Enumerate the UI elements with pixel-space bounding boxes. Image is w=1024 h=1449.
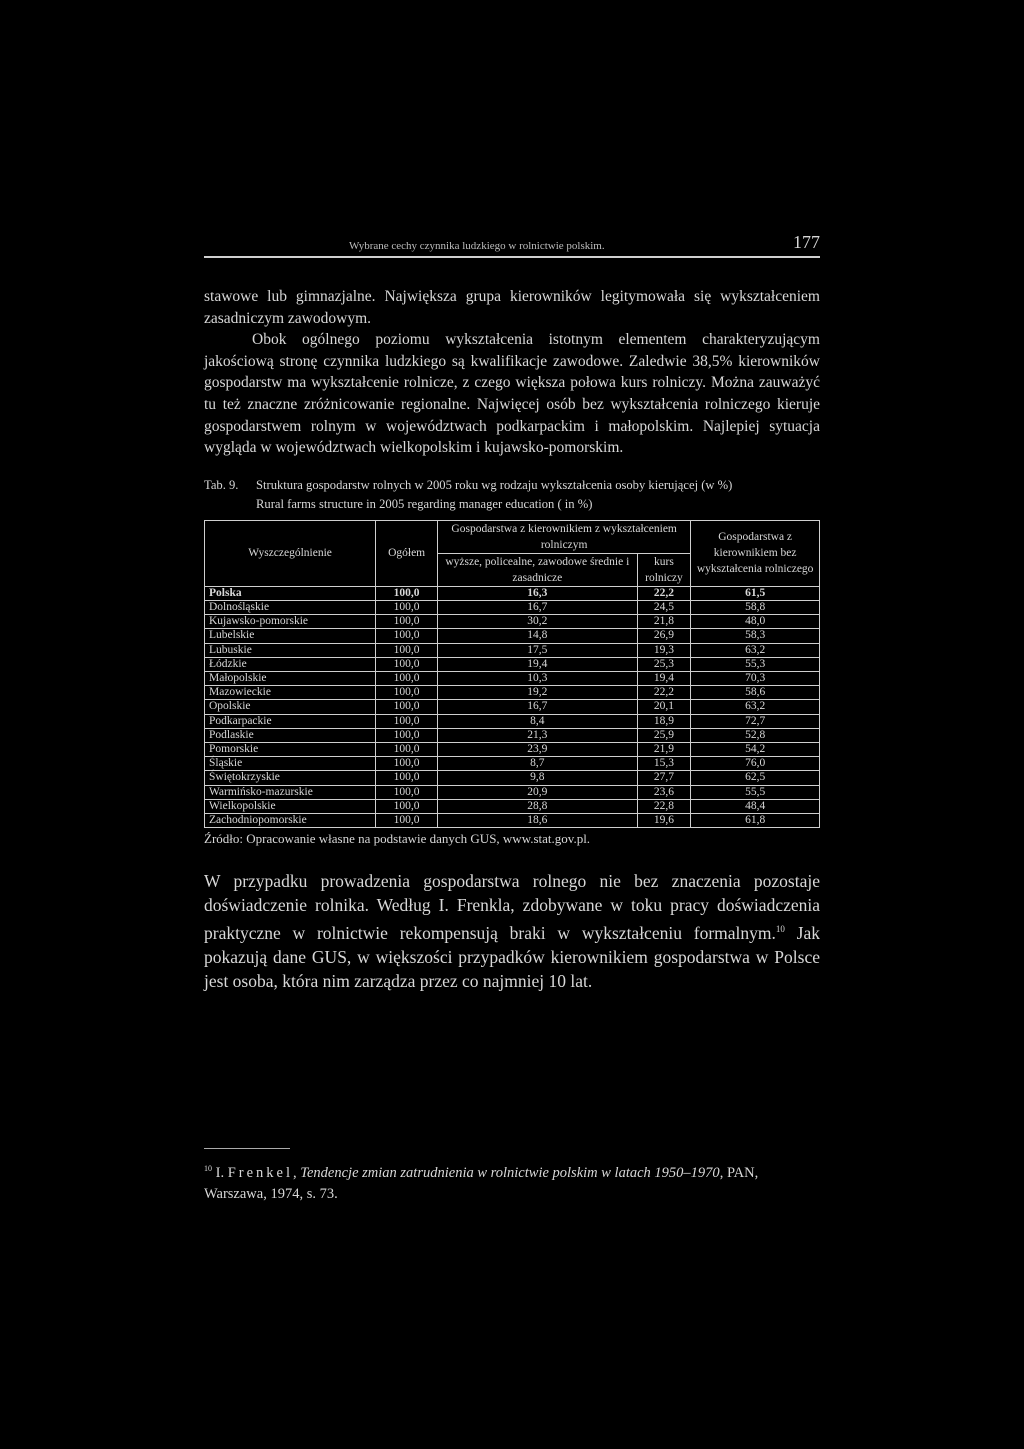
footnote-sep: , — [293, 1164, 301, 1181]
value-cell: 62,5 — [691, 771, 820, 785]
value-cell: 21,3 — [438, 728, 638, 742]
footnote-reference[interactable]: 10 — [775, 924, 785, 935]
table-row — [205, 686, 820, 700]
header-no-agri: Gospodarstwa z kierownikiem bez wykształcenia rolniczego — [691, 520, 820, 586]
table-row — [205, 600, 820, 614]
paragraph-1-part-b: Obok ogólnego poziomu wykształcenia istotnym elementem charakteryzującym jakościową stronę czynnika ludzkiego są kwalifikacje zawodowe. Zaledwie 38,5% kierowników gospodarstw ma wykształcenie rolnicze, z czego większa połowa kurs rolniczy. Można zauważyć tu też znaczne zróżnicowanie regionalne. Najwięcej osób bez wykształcenia rolniczego kieruje gospodarstwem rolnym w województwach podkarpackim i małopolskim. Najlepiej sytuacja wygląda w województwach wielkopolskim i kujawsko-pomorskim. — [204, 331, 820, 457]
footnote-author-surname: Frenkel — [227, 1164, 294, 1181]
value-cell: 16,3 — [438, 586, 638, 600]
region-cell: Opolskie — [205, 700, 376, 714]
region-cell: Podkarpackie — [205, 714, 376, 728]
table-row — [205, 814, 820, 828]
value-cell: 58,8 — [691, 600, 820, 614]
table-row — [205, 771, 820, 785]
value-cell: 19,3 — [637, 643, 691, 657]
region-cell: Warmińsko-mazurskie — [205, 785, 376, 799]
paragraph-2-part-b: Jak pokazują dane GUS, w większości przypadków kierownikiem gospodarstwa w Polsce jest osoba, która nim zarządza przez co najmniej 10 lat. — [204, 923, 821, 992]
table-row — [205, 700, 820, 714]
value-cell: 30,2 — [438, 615, 638, 629]
paragraph-2-part-a: W przypadku prowadzenia gospodarstwa rolnego nie bez znaczenia pozostaje doświadczenie rolnika. Według I. Frenkla, zdobywane w toku pracy doświadczenia praktyczne w rolnictwie rekompensują braki w wykształceniu formalnym. — [204, 871, 820, 944]
value-cell: 61,8 — [691, 814, 820, 828]
header-region: Wyszczególnienie — [205, 520, 376, 586]
table-row — [205, 629, 820, 643]
region-cell: Świętokrzyskie — [205, 771, 376, 785]
value-cell: 100,0 — [376, 714, 438, 728]
value-cell: 18,9 — [637, 714, 691, 728]
footnote-number: 10 — [204, 1164, 212, 1173]
footnote-publisher: , PAN, Warszawa, 1974, s. 73. — [204, 1164, 759, 1202]
value-cell: 8,7 — [438, 757, 638, 771]
value-cell: 27,7 — [637, 771, 691, 785]
page-header — [204, 228, 820, 258]
table-row — [205, 615, 820, 629]
value-cell: 28,8 — [438, 799, 638, 813]
value-cell: 100,0 — [376, 742, 438, 756]
region-cell: Lubuskie — [205, 643, 376, 657]
value-cell: 20,9 — [438, 785, 638, 799]
value-cell: 100,0 — [376, 757, 438, 771]
value-cell: 23,9 — [438, 742, 638, 756]
value-cell: 18,6 — [438, 814, 638, 828]
footnote — [204, 1158, 820, 1205]
value-cell: 76,0 — [691, 757, 820, 771]
table-row — [205, 785, 820, 799]
value-cell: 8,4 — [438, 714, 638, 728]
value-cell: 23,6 — [637, 785, 691, 799]
value-cell: 52,8 — [691, 728, 820, 742]
paragraph-1 — [204, 286, 820, 459]
value-cell: 48,0 — [691, 615, 820, 629]
value-cell: 100,0 — [376, 586, 438, 600]
page — [204, 228, 820, 1011]
value-cell: 63,2 — [691, 643, 820, 657]
region-cell: Pomorskie — [205, 742, 376, 756]
footnote-author-initial: I. — [212, 1164, 228, 1181]
header-course: kurs rolniczy — [637, 553, 691, 586]
value-cell: 55,3 — [691, 657, 820, 671]
value-cell: 26,9 — [637, 629, 691, 643]
value-cell: 19,6 — [637, 814, 691, 828]
value-cell: 25,9 — [637, 728, 691, 742]
value-cell: 100,0 — [376, 814, 438, 828]
value-cell: 55,5 — [691, 785, 820, 799]
paragraph-1-part-a: stawowe lub gimnazjalne. Największa grupa kierowników legitymowała się wykształceniem zasadniczym zawodowym. — [204, 288, 820, 327]
table-row — [205, 799, 820, 813]
value-cell: 25,3 — [637, 657, 691, 671]
value-cell: 22,2 — [637, 686, 691, 700]
header-higher-education: wyższe, policealne, zawodowe średnie i zasadnicze — [438, 553, 638, 586]
value-cell: 19,4 — [637, 671, 691, 685]
value-cell: 100,0 — [376, 629, 438, 643]
header-total: Ogółem — [376, 520, 438, 586]
paragraph-2 — [204, 869, 820, 993]
region-cell: Podlaskie — [205, 728, 376, 742]
value-cell: 100,0 — [376, 785, 438, 799]
value-cell: 22,8 — [637, 799, 691, 813]
value-cell: 100,0 — [376, 643, 438, 657]
region-cell: Lubelskie — [205, 629, 376, 643]
region-cell: Polska — [205, 586, 376, 600]
region-cell: Dolnośląskie — [205, 600, 376, 614]
header-group-agri: Gospodarstwa z kierownikiem z wykształceniem rolniczym — [438, 520, 691, 553]
value-cell: 100,0 — [376, 671, 438, 685]
region-cell: Wielkopolskie — [205, 799, 376, 813]
page-number: 177 — [793, 232, 820, 252]
value-cell: 19,2 — [438, 686, 638, 700]
value-cell: 100,0 — [376, 799, 438, 813]
value-cell: 16,7 — [438, 600, 638, 614]
value-cell: 63,2 — [691, 700, 820, 714]
value-cell: 21,9 — [637, 742, 691, 756]
table-row — [205, 586, 820, 600]
value-cell: 58,6 — [691, 686, 820, 700]
value-cell: 100,0 — [376, 728, 438, 742]
region-cell: Małopolskie — [205, 671, 376, 685]
table-caption — [204, 476, 820, 514]
value-cell: 17,5 — [438, 643, 638, 657]
region-cell: Zachodniopomorskie — [205, 814, 376, 828]
table-row — [205, 728, 820, 742]
value-cell: 100,0 — [376, 771, 438, 785]
table-label: Tab. 9. — [204, 477, 239, 492]
footnote-title: Tendencje zmian zatrudnienia w rolnictwie polskim w latach 1950–1970 — [300, 1164, 720, 1181]
table-row — [205, 757, 820, 771]
running-head: Wybrane cechy czynnika ludzkiego w rolnictwie polskim. — [349, 240, 605, 252]
value-cell: 22,2 — [637, 586, 691, 600]
table-source: Źródło: Opracowanie własne na podstawie danych GUS, www.stat.gov.pl. — [204, 831, 591, 847]
value-cell: 48,4 — [691, 799, 820, 813]
value-cell: 21,8 — [637, 615, 691, 629]
value-cell: 100,0 — [376, 686, 438, 700]
table-row — [205, 671, 820, 685]
value-cell: 14,8 — [438, 629, 638, 643]
value-cell: 54,2 — [691, 742, 820, 756]
region-cell: Kujawsko-pomorskie — [205, 615, 376, 629]
table-row — [205, 742, 820, 756]
region-cell: Śląskie — [205, 757, 376, 771]
table-body — [205, 586, 820, 827]
table-row — [205, 643, 820, 657]
table-title-pl: Struktura gospodarstw rolnych w 2005 roku wg rodzaju wykształcenia osoby kierującej (w %) — [256, 477, 733, 492]
value-cell: 100,0 — [376, 600, 438, 614]
value-cell: 15,3 — [637, 757, 691, 771]
value-cell: 9,8 — [438, 771, 638, 785]
value-cell: 61,5 — [691, 586, 820, 600]
footnote-rule — [204, 1148, 290, 1149]
value-cell: 24,5 — [637, 600, 691, 614]
education-table — [204, 520, 820, 828]
value-cell: 100,0 — [376, 700, 438, 714]
region-cell: Mazowieckie — [205, 686, 376, 700]
region-cell: Łódzkie — [205, 657, 376, 671]
value-cell: 20,1 — [637, 700, 691, 714]
value-cell: 10,3 — [438, 671, 638, 685]
value-cell: 58,3 — [691, 629, 820, 643]
value-cell: 100,0 — [376, 657, 438, 671]
value-cell: 70,3 — [691, 671, 820, 685]
value-cell: 16,7 — [438, 700, 638, 714]
value-cell: 72,7 — [691, 714, 820, 728]
value-cell: 100,0 — [376, 615, 438, 629]
table-title-en: Rural farms structure in 2005 regarding manager education ( in %) — [256, 496, 593, 511]
table-row — [205, 714, 820, 728]
table-row — [205, 657, 820, 671]
value-cell: 19,4 — [438, 657, 638, 671]
